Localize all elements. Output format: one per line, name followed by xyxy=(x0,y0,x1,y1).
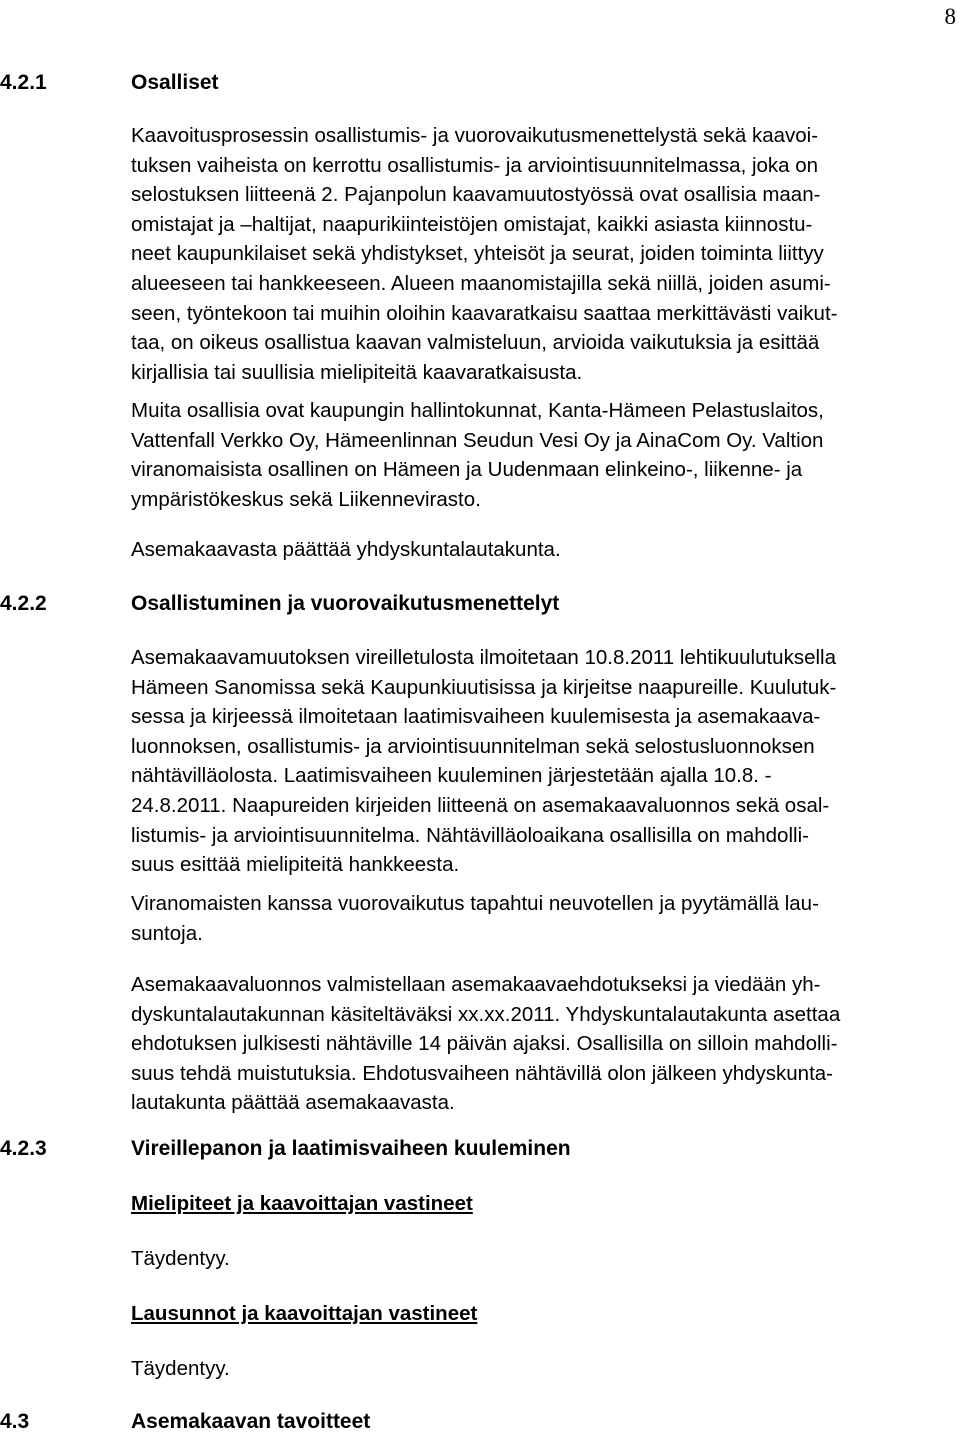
section-number: 4.3 xyxy=(0,1410,30,1433)
osallistuminen-paragraph-3 xyxy=(131,970,960,1118)
text-line: Kaavoitusprosessin osallistumis- ja vuorovaikutusmenettelystä sekä kaavoi- xyxy=(131,124,819,147)
text-line: Asemakaavamuutoksen vireilletulosta ilmoitetaan 10.8.2011 lehtikuulutuksella xyxy=(131,646,836,669)
text-line: omistajat ja –haltijat, naapurikiinteistöjen omistajat, kaikki asiasta kiinnostu- xyxy=(131,212,813,236)
text-line: luonnoksen, osallistumis- ja arviointisuunnitelman sekä selostusluonnoksen xyxy=(131,734,815,758)
text-line: neet kaupunkilaiset sekä yhdistykset, yhteisöt ja seurat, joiden toiminta liittyy xyxy=(131,242,824,266)
section-number: 4.2.2 xyxy=(0,592,47,615)
subheading-lausunnot: Lausunnot ja kaavoittajan vastineet xyxy=(131,1302,478,1325)
osallistuminen-paragraph-1 xyxy=(131,643,960,880)
section-number: 4.2.3 xyxy=(0,1137,47,1160)
text-line: viranomaisista osallinen on Hämeen ja Uudenmaan elinkeino-, liikenne- ja xyxy=(131,458,803,482)
text-line: tuksen vaiheista on kerrottu osallistumis- ja arviointisuunnitelmassa, joka on xyxy=(131,153,819,177)
text-line: Vattenfall Verkko Oy, Hämeenlinnan Seudun Vesi Oy ja AinaCom Oy. Valtion xyxy=(131,428,824,452)
page-number: 8 xyxy=(944,4,956,29)
text-line: Muita osallisia ovat kaupungin hallintokunnat, Kanta-Hämeen Pelastuslaitos, xyxy=(131,399,824,422)
text-line: alueeseen tai hankkeeseen. Alueen maanomistajilla sekä niillä, joiden asumi- xyxy=(131,271,831,295)
text-line: seen, työntekoon tai muihin oloihin kaavaratkaisu saattaa merkittävästi vaikut- xyxy=(131,301,838,325)
text-line: kirjallisia tai suullisia mielipiteitä kaavaratkaisusta. xyxy=(131,360,583,384)
text-line: suus tehdä muistutuksia. Ehdotusvaiheen nähtävillä olon jälkeen yhdyskunta- xyxy=(131,1061,833,1085)
subheading-mielipiteet: Mielipiteet ja kaavoittajan vastineet xyxy=(131,1192,473,1215)
text-line: Viranomaisten kanssa vuorovaikutus tapahtui neuvotellen ja pyytämällä lau- xyxy=(131,892,819,915)
section-title: Asemakaavan tavoitteet xyxy=(131,1410,371,1433)
text-line: suus esittää mielipiteitä hankkeesta. xyxy=(131,853,460,877)
text-line: listumis- ja arviointisuunnitelma. Nähtävilläoloaikana osallisilla on mahdolli- xyxy=(131,823,809,847)
text-line: sessa ja kirjeessä ilmoitetaan laatimisvaiheen kuulemisesta ja asemakaava- xyxy=(131,705,821,729)
text-line: Asemakaavaluonnos valmistellaan asemakaavaehdotukseksi ja viedään yh- xyxy=(131,973,821,996)
mielipiteet-text: Täydentyy. xyxy=(131,1247,230,1270)
text-line: Hämeen Sanomissa sekä Kaupunkiuutisissa ja kirjeitse naapureille. Kuulutuk- xyxy=(131,675,837,699)
osalliset-paragraph-1 xyxy=(131,121,960,387)
text-line: nähtävilläolosta. Laatimisvaiheen kuuleminen järjestetään ajalla 10.8. - xyxy=(131,764,772,788)
text-line: 24.8.2011. Naapureiden kirjeiden liitteenä on asemakaavaluonnos sekä osal- xyxy=(131,793,830,817)
text-line: taa, on oikeus osallistua kaavan valmisteluun, arvioida vaikutuksia ja esittää xyxy=(131,331,820,355)
section-number: 4.2.1 xyxy=(0,71,47,94)
section-title: Vireillepanon ja laatimisvaiheen kuuleminen xyxy=(131,1137,571,1160)
text-line: dyskuntalautakunnan käsiteltäväksi xx.xx.2011. Yhdyskuntalautakunta asettaa xyxy=(131,1002,841,1026)
text-line: selostuksen liitteenä 2. Pajanpolun kaavamuutostyössä ovat osallisia maan- xyxy=(131,183,821,207)
section-title: Osallistuminen ja vuorovaikutusmenettelyt xyxy=(131,592,560,615)
section-title: Osalliset xyxy=(131,71,219,94)
osalliset-paragraph-3: Asemakaavasta päättää yhdyskuntalautakunta. xyxy=(131,538,561,561)
text-line: ehdotuksen julkisesti nähtäville 14 päivän ajaksi. Osallisilla on silloin mahdolli- xyxy=(131,1032,838,1056)
text-line: lautakunta päättää asemakaavasta. xyxy=(131,1091,455,1115)
osalliset-paragraph-2 xyxy=(131,396,960,514)
text-line: ympäristökeskus sekä Liikennevirasto. xyxy=(131,487,481,511)
lausunnot-text: Täydentyy. xyxy=(131,1357,230,1380)
osallistuminen-paragraph-2 xyxy=(131,889,960,948)
text-line: suntoja. xyxy=(131,921,203,945)
